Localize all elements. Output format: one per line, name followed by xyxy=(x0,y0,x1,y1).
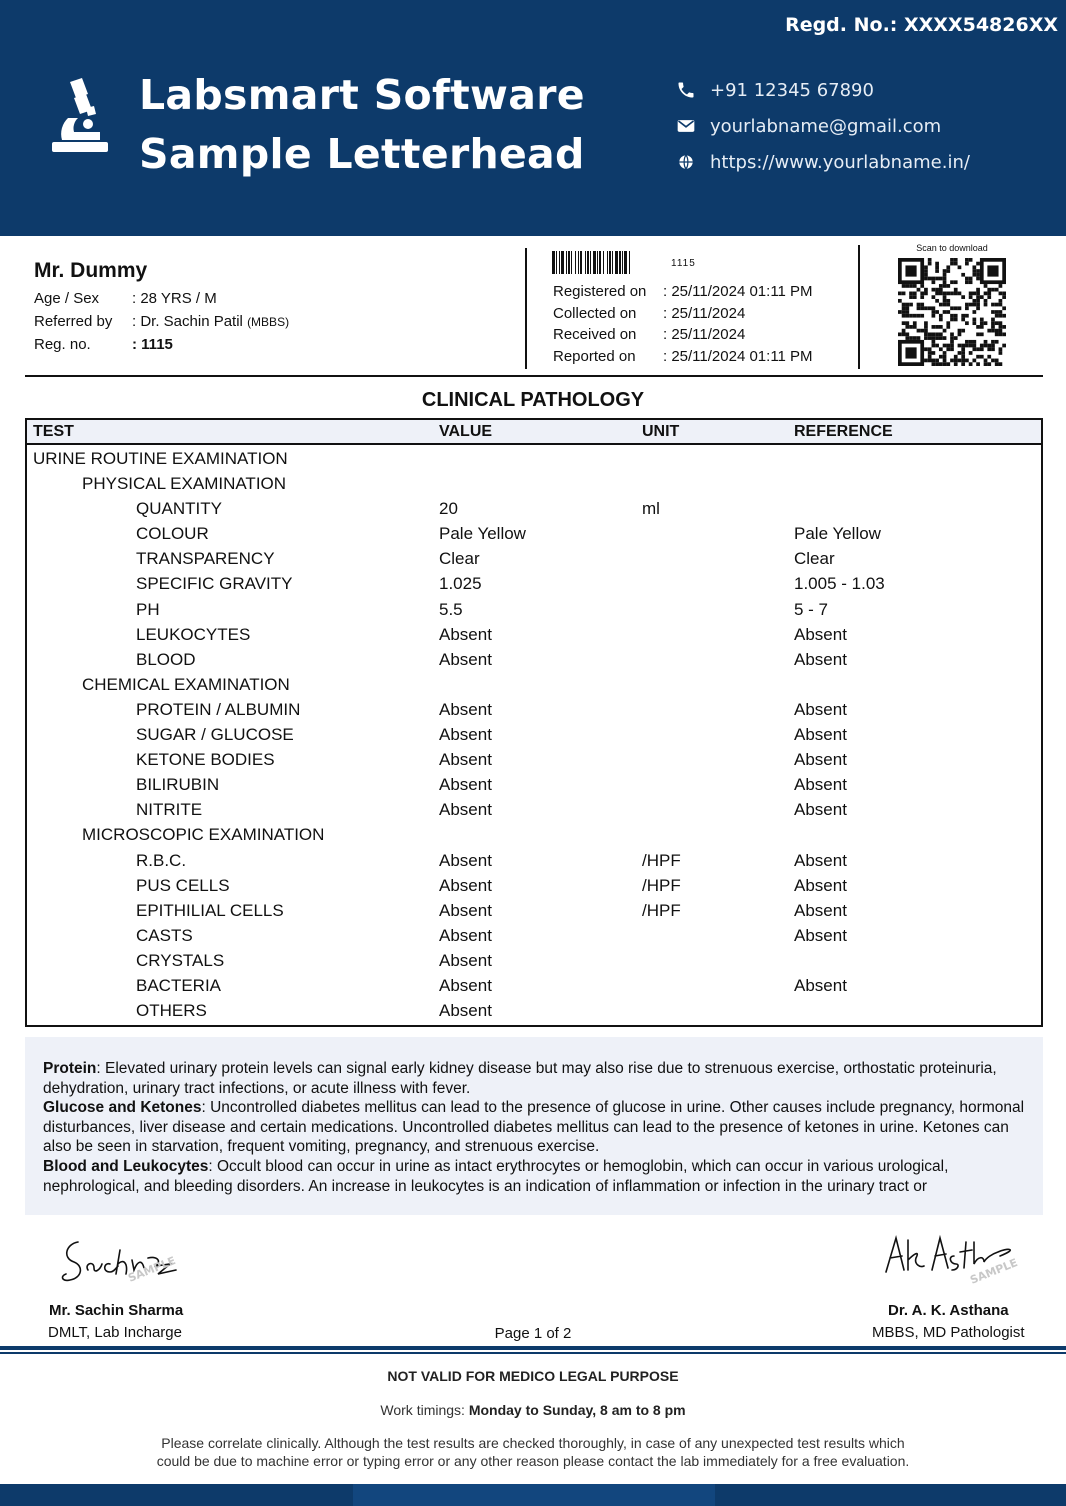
cell-reference: Absent xyxy=(794,975,847,995)
table-row xyxy=(27,546,1041,571)
letterhead-header xyxy=(0,0,1066,236)
barcode xyxy=(552,251,631,274)
disclaimer-title: NOT VALID FOR MEDICO LEGAL PURPOSE xyxy=(387,1368,679,1384)
signature-right xyxy=(880,1228,1030,1290)
cell-test: OTHERS xyxy=(136,1001,207,1021)
divider-vertical xyxy=(525,248,527,369)
cell-test: TRANSPARENCY xyxy=(136,549,275,569)
table-body xyxy=(27,446,1041,1023)
cell-reference: Absent xyxy=(794,900,847,920)
note-glucose-text: : Uncontrolled diabetes mellitus can lead to the presence of glucose in urine. Other causes include pregnancy, hormonal disturbances, liver disease and certain medications. Uncontrolled diabetes mellitus can lead to the presence of ketones in urine. Ketones can also be seen in starvation, frequent vomiting, pregnancy, and strenuous exercise. xyxy=(43,1099,1025,1156)
registered-value: : 25/11/2024 01:11 PM xyxy=(663,283,813,301)
note-blood-text: : Occult blood can occur in urine as intact erythrocytes or hemoglobin, which can occur in various urological, nephrological, and bleeding disorders. An increase in leukocytes is an indication of inflammation or infection in the urinary tract or xyxy=(43,1157,949,1195)
table-row xyxy=(27,873,1041,898)
cell-value: Absent xyxy=(439,975,492,995)
signatory-left-role: DMLT, Lab Incharge xyxy=(48,1324,182,1341)
sample-stamp-right: SAMPLE xyxy=(968,1256,1020,1287)
email-text: yourlabname@gmail.com xyxy=(710,115,942,137)
cell-test: COLOUR xyxy=(136,524,209,544)
cell-value: Absent xyxy=(439,950,492,970)
note-protein-title: Protein xyxy=(43,1060,97,1077)
cell-test: BACTERIA xyxy=(136,975,222,995)
cell-test: PUS CELLS xyxy=(136,875,230,895)
cell-reference: Pale Yellow xyxy=(794,524,881,544)
referred-degree: (MBBS) xyxy=(247,314,290,329)
cell-test: MICROSCOPIC EXAMINATION xyxy=(82,825,325,845)
qr-finder xyxy=(987,265,998,276)
footer-bar xyxy=(0,1346,1066,1350)
lab-title-line1: Labsmart Software xyxy=(139,71,585,119)
table-row xyxy=(27,998,1041,1023)
signature-left xyxy=(58,1230,188,1290)
collected-value: : 25/11/2024 xyxy=(663,304,746,322)
cell-reference: Clear xyxy=(794,549,835,569)
results-table xyxy=(25,418,1043,1027)
reported-value: : 25/11/2024 01:11 PM xyxy=(663,347,813,365)
qr-code[interactable] xyxy=(898,258,1006,366)
note-glucose xyxy=(43,1098,1025,1157)
cell-reference: Absent xyxy=(794,649,847,669)
cell-test: EPITHILIAL CELLS xyxy=(136,900,284,920)
cell-reference: Absent xyxy=(794,624,847,644)
collected-label: Collected on xyxy=(553,304,637,322)
note-blood xyxy=(43,1157,1025,1196)
contact-website[interactable] xyxy=(676,144,970,180)
table-row xyxy=(27,496,1041,521)
referred-value: : Dr. Sachin Patil xyxy=(132,313,243,330)
timings-label: Work timings: xyxy=(380,1402,469,1418)
registered-label: Registered on xyxy=(553,283,647,301)
table-row xyxy=(27,597,1041,622)
table-row xyxy=(27,747,1041,772)
table-row xyxy=(27,446,1041,471)
cell-test: URINE ROUTINE EXAMINATION xyxy=(33,449,288,468)
table-row xyxy=(27,471,1041,496)
age-label: Age / Sex xyxy=(34,290,100,307)
cell-test: SPECIFIC GRAVITY xyxy=(136,574,293,594)
table-row xyxy=(27,797,1041,822)
cell-unit: ml xyxy=(642,499,660,519)
cell-test: BILIRUBIN xyxy=(136,775,220,795)
interpretation-notes xyxy=(25,1037,1043,1215)
barcode-bar xyxy=(630,251,631,274)
cell-value: Absent xyxy=(439,699,492,719)
bottom-bar xyxy=(0,1484,1066,1506)
cell-unit: /HPF xyxy=(642,900,681,920)
cell-test: KETONE BODIES xyxy=(136,750,275,770)
cell-reference: Absent xyxy=(794,750,847,770)
cell-test: PHYSICAL EXAMINATION xyxy=(82,474,287,494)
cell-reference: Absent xyxy=(794,925,847,945)
reg-label: Reg. no. xyxy=(34,336,91,353)
bottom-bar-accent xyxy=(353,1484,715,1506)
cell-reference: Absent xyxy=(794,699,847,719)
cell-test: CHEMICAL EXAMINATION xyxy=(82,674,290,694)
table-row xyxy=(27,948,1041,973)
note-blood-title: Blood and Leukocytes xyxy=(43,1157,209,1175)
footer-note-line1: Please correlate clinically. Although the test results are checked thoroughly, in case of any unexpected test results which xyxy=(161,1435,905,1451)
header-unit: UNIT xyxy=(642,423,680,440)
cell-value: Absent xyxy=(439,900,492,920)
cell-reference: 1.005 - 1.03 xyxy=(794,574,885,594)
table-row xyxy=(27,848,1041,873)
table-row xyxy=(27,722,1041,747)
cell-value: Absent xyxy=(439,875,492,895)
divider-horizontal xyxy=(25,375,1043,377)
barcode-number: 1115 xyxy=(671,258,696,269)
signatory-left-name: Mr. Sachin Sharma xyxy=(49,1302,184,1319)
cell-test: R.B.C. xyxy=(136,850,187,870)
reported-label: Reported on xyxy=(553,347,636,365)
qr-finder xyxy=(905,265,916,276)
note-protein xyxy=(43,1059,1025,1098)
contact-block xyxy=(676,72,970,180)
globe-icon xyxy=(676,152,696,172)
cell-value: 5.5 xyxy=(439,599,463,619)
qr-finder xyxy=(905,347,916,358)
table-row xyxy=(27,822,1041,847)
cell-value: Absent xyxy=(439,750,492,770)
cell-reference: Absent xyxy=(794,800,847,820)
footer-note xyxy=(0,1434,1066,1470)
cell-reference: Absent xyxy=(794,725,847,745)
cell-value: 1.025 xyxy=(439,574,482,594)
timings-value: Monday to Sunday, 8 am to 8 pm xyxy=(468,1402,686,1418)
lab-title xyxy=(139,66,585,184)
cell-value: Pale Yellow xyxy=(439,524,526,544)
table-row xyxy=(27,521,1041,546)
cell-test: QUANTITY xyxy=(136,499,222,519)
cell-reference: Absent xyxy=(794,775,847,795)
cell-test: NITRITE xyxy=(136,800,203,820)
cell-value: Absent xyxy=(439,800,492,820)
sample-stamp-left: SAMPLE xyxy=(126,1254,178,1285)
table-row xyxy=(27,973,1041,998)
received-label: Received on xyxy=(553,326,637,344)
signatory-right-name: Dr. A. K. Asthana xyxy=(888,1302,1009,1319)
mail-icon xyxy=(676,116,696,136)
cell-value: Absent xyxy=(439,1001,492,1021)
header-value: VALUE xyxy=(439,423,493,440)
cell-value: Absent xyxy=(439,850,492,870)
cell-value: Absent xyxy=(439,725,492,745)
cell-value: 20 xyxy=(439,499,458,519)
patient-details xyxy=(34,287,289,356)
note-protein-text: : Elevated urinary protein levels can signal early kidney disease but may also rise due to strenuous exercise, orthostatic proteinuria, dehydration, urinary tract infections, or acute illness with fever. xyxy=(43,1060,997,1097)
cell-value: Absent xyxy=(439,925,492,945)
cell-reference: 5 - 7 xyxy=(794,599,829,619)
referred-label: Referred by xyxy=(34,313,113,330)
contact-phone[interactable] xyxy=(676,72,970,108)
cell-value: Absent xyxy=(439,775,492,795)
cell-test: PH xyxy=(136,599,160,619)
divider-vertical xyxy=(858,245,860,369)
table-row xyxy=(27,672,1041,697)
contact-email[interactable] xyxy=(676,108,970,144)
footer-bar-thin xyxy=(0,1352,1066,1354)
phone-icon xyxy=(676,80,696,100)
cell-test: SUGAR / GLUCOSE xyxy=(136,725,294,745)
header-reference: REFERENCE xyxy=(794,423,893,440)
registration-number: Regd. No.: XXXX54826XX xyxy=(785,14,1058,36)
website-text: https://www.yourlabname.in/ xyxy=(710,151,970,173)
table-header xyxy=(27,420,1041,445)
scan-label: Scan to download xyxy=(916,243,988,253)
section-title: CLINICAL PATHOLOGY xyxy=(421,389,645,411)
table-row xyxy=(27,923,1041,948)
patient-name: Mr. Dummy xyxy=(34,259,148,282)
reg-value: : 1115 xyxy=(132,336,173,353)
cell-value: Absent xyxy=(439,624,492,644)
work-timings xyxy=(0,1402,1066,1418)
cell-reference: Absent xyxy=(794,875,847,895)
cell-value: Absent xyxy=(439,649,492,669)
note-glucose-title: Glucose and Ketones xyxy=(43,1099,202,1117)
cell-test: CASTS xyxy=(136,925,193,945)
table-row xyxy=(27,772,1041,797)
table-row xyxy=(27,571,1041,596)
received-value: : 25/11/2024 xyxy=(663,326,746,344)
microscope-logo-icon xyxy=(48,78,112,154)
table-row xyxy=(27,622,1041,647)
lab-title-line2: Sample Letterhead xyxy=(139,130,585,178)
footer-note-line2: could be due to machine error or typing error or any other reason please contact the lab immediately for a free evaluation. xyxy=(156,1453,910,1469)
page-number: Page 1 of 2 xyxy=(494,1325,572,1342)
cell-test: CRYSTALS xyxy=(136,950,225,970)
report-dates xyxy=(553,281,813,367)
header-test: TEST xyxy=(33,423,74,440)
table-row xyxy=(27,898,1041,923)
age-value: : 28 YRS / M xyxy=(132,290,217,307)
cell-test: BLOOD xyxy=(136,649,196,669)
phone-text: +91 12345 67890 xyxy=(710,79,874,101)
cell-test: PROTEIN / ALBUMIN xyxy=(136,699,301,719)
cell-value: Clear xyxy=(439,549,480,569)
cell-reference: Absent xyxy=(794,850,847,870)
signatory-right-role: MBBS, MD Pathologist xyxy=(872,1324,1025,1341)
cell-unit: /HPF xyxy=(642,875,681,895)
table-row xyxy=(27,697,1041,722)
cell-test: LEUKOCYTES xyxy=(136,624,251,644)
cell-unit: /HPF xyxy=(642,850,681,870)
table-row xyxy=(27,647,1041,672)
